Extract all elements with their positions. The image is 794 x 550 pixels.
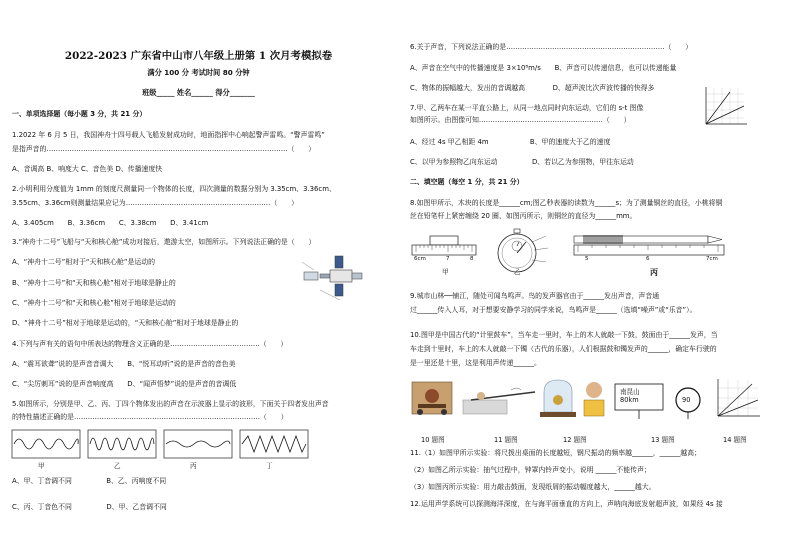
q3-text: 3.“神舟十二号”飞船与“天和核心舱”成功对接后，遨游太空，如图所示。下列说法正确的是（ ） — [12, 238, 316, 246]
q9-text-2: 过______传入人耳，对于想要安静学习的同学来说，鸟鸣声是______（选填“噪声”或“乐音”）。 — [410, 306, 697, 314]
ruler1-num-6cm: 6cm — [414, 256, 426, 262]
q6-text: 6.关于声音，下列说法正确的是……………………………………………………………（ ） — [410, 43, 693, 51]
fig8-label-jia: 甲 — [442, 268, 449, 276]
student-info-line: 班级_____ 姓名______ 得分_______ — [142, 88, 255, 97]
fig8-label-bing: 丙 — [650, 268, 658, 277]
q11-text: 11.（1）如图甲所示实验：将尺拨出桌面的长度越短，钢尺振动的频率越______，______越高； — [410, 449, 701, 457]
fig8-ruler-block — [410, 232, 480, 268]
q11-text-2: （2）如图乙所示实验：抽气过程中，钟罩内铃声变小，说明 ______不能传声； — [410, 466, 651, 474]
q10-text: 10.图甲是中国古代的“计里鼓车”，当车走一里时，车上的木人就敲一下鼓，鼓面由于______发声，当 — [410, 331, 718, 339]
section-1-heading: 一、单项选择题（每小题 3 分，共 21 分） — [12, 110, 147, 118]
fig8-stopwatch — [488, 228, 568, 274]
ruler1-num-7: 7 — [446, 256, 450, 262]
q5-option-c: C、丙、丁音色不同 D、甲、乙音调不同 — [12, 503, 167, 511]
fig-hand-drum-icon — [580, 378, 608, 420]
q12-text: 12.运用声学系统可以探测海洋深度，在与海平面垂直的方向上，声呐向海底发射超声波，如果经 4s 接 — [410, 500, 723, 508]
q4-text: 4.下列与声有关的语句中所表达的物理含义正确的是…………………………………（ ） — [12, 340, 288, 348]
spacecraft-docking-figure — [300, 252, 370, 308]
fig10-caption: 10 题图 — [421, 436, 445, 444]
q7-option-a: A、经过 4s 甲乙相距 4m B、甲的速度大于乙的速度 — [410, 138, 611, 146]
waveform-bing — [164, 430, 232, 458]
road-sign-distance: 80km — [620, 396, 639, 404]
wave-label-jia: 甲 — [38, 462, 45, 470]
wave-label-ding: 丁 — [266, 462, 273, 470]
q3-option-a: A、“神舟十二号”相对于“天和核心舱”是运动的 — [12, 258, 156, 266]
q7-option-c: C、以甲为参照物乙向东运动 D、若以乙为参照物，甲往东运动 — [410, 158, 634, 166]
waveform-ding — [240, 430, 308, 458]
q2-options: A、3.405cm B、3.36cm C、3.38cm D、3.41cm — [12, 219, 209, 227]
section-2-heading: 二、填空题（每空 1 分，共 21 分） — [410, 178, 524, 186]
q9-text: 9.城市山林──铺江，随处可闻鸟鸣声。鸟的发声器官由于______发出声音，声音通 — [410, 292, 660, 300]
fig8-wire-coil — [572, 232, 732, 268]
q8-text-2: 丝在铅笔杆上紧密缠绕 20 圈，如图丙所示，则铜丝的直径为______mm。 — [410, 212, 637, 220]
score-time-line: 满分 100 分 考试时间 80 分钟 — [147, 68, 250, 77]
fig8-label-yi: 乙 — [514, 268, 521, 276]
waveform-yi — [88, 430, 156, 458]
q10-text-2: 车走到十里时，车上的木人就敲一下镯（古代的乐器），人们根据鼓和镯发声的______，确定车行驶的 — [410, 345, 717, 353]
q3-option-b: B、“神舟十二号”和“天和核心舱”相对于地球是静止的 — [12, 279, 176, 287]
fig12-caption: 12 题图 — [563, 436, 587, 444]
q6-option-c: C、物体的振幅越大，发出的音调越高 D、超声波比次声波传播的快得多 — [410, 84, 655, 92]
fig14-caption: 14 题图 — [723, 436, 747, 444]
q3-option-c: C、“神舟十二号”和“天和核心舱”相对于地球是运动的 — [12, 299, 176, 307]
q6-option-a: A、声音在空气中的传播速度是 3×10⁸m/s B、声音可以传递信息，也可以传递能量 — [410, 64, 677, 72]
ruler2-num-5: 5 — [585, 256, 589, 262]
q3-option-d: D、“神舟十二号”相对于地球是运动的，“天和核心舱”相对于地球是静止的 — [12, 319, 239, 327]
q4-option-c: C、“尖厉刺耳”说的是声音响度高 D、“闻声悟梦”说的是声音的音调低 — [12, 380, 237, 388]
ruler1-num-8: 8 — [470, 256, 474, 262]
q7-text: 7.甲、乙两车在某一平直公路上，从同一地点同时向东运动，它们的 s-t 图像 — [410, 104, 644, 112]
q1-options: A、音调高 B、响度大 C、音色美 D、传播速度快 — [12, 165, 163, 173]
q7-text-2: 如图所示。由图像可知………………………………………………（ ） — [410, 116, 631, 124]
wave-label-yi: 乙 — [114, 462, 121, 470]
q7-st-graph — [700, 86, 750, 130]
q2-text-2: 3.55cm、3.36cm则测量结果应记为………………………………………………………（ ） — [12, 199, 298, 207]
fig11-ruler-on-table — [461, 380, 537, 418]
ruler2-num-6: 6 — [646, 256, 650, 262]
q5-text-2: 的特性描述正确的是………………………………………………………………………（ ） — [12, 413, 288, 421]
exam-title: 2022-2023 广东省中山市八年级上册第 1 次月考模拟卷 — [64, 50, 333, 62]
fig13-caption: 13 题图 — [651, 436, 675, 444]
road-sign-name: 南昆山 — [620, 388, 640, 396]
q8-text: 8.如图甲所示，木块的长度是______cm;图乙秒表器的读数为______s；为了测量铜丝的直径，小桃将铜 — [410, 199, 723, 207]
ruler2-num-7cm: 7cm — [706, 256, 718, 262]
q2-text: 2.小明利用分度值为 1mm 的刻度尺测量同一个物体的长度，四次测量的数据分别为 3.35cm、3.36cm、 — [12, 185, 336, 193]
fig12-bell-jar — [538, 378, 578, 420]
q1-text-2: 是指声音的……………………………………………………………………………………………（ ） — [12, 145, 316, 153]
q10-text-3: 是一里还是十里，这是利用声传递______。 — [410, 359, 541, 367]
q5-option-a: A、甲、丁音调不同 B、乙、丙响度不同 — [12, 477, 167, 485]
fig10-drum-cart — [410, 378, 454, 420]
q11-text-3: （3）如图丙所示实验：用力敲击鼓面，发现纸屑的振动幅度越大，______越大。 — [410, 483, 656, 491]
fig14-graph — [712, 378, 762, 420]
q5-text: 5.如图所示，分别是甲、乙、丙、丁四个物体发出的声音在示波器上显示的波形，下面关于四者发出声音 — [12, 400, 329, 408]
waveform-jia — [12, 430, 80, 458]
speed-limit-value: 90 — [682, 396, 691, 404]
fig11-caption: 11 题图 — [494, 436, 518, 444]
q1-text: 1.2022 年 6 月 5 日，我国神舟十四号载人飞船发射成功时，地面指挥中心响起警声雷鸣。“警声雷鸣” — [12, 131, 325, 139]
q4-option-a: A、“震耳欲聋”说的是声音音调大 B、“悦耳动听”说的是声音的音色美 — [12, 360, 236, 368]
wave-label-bing: 丙 — [190, 462, 197, 470]
